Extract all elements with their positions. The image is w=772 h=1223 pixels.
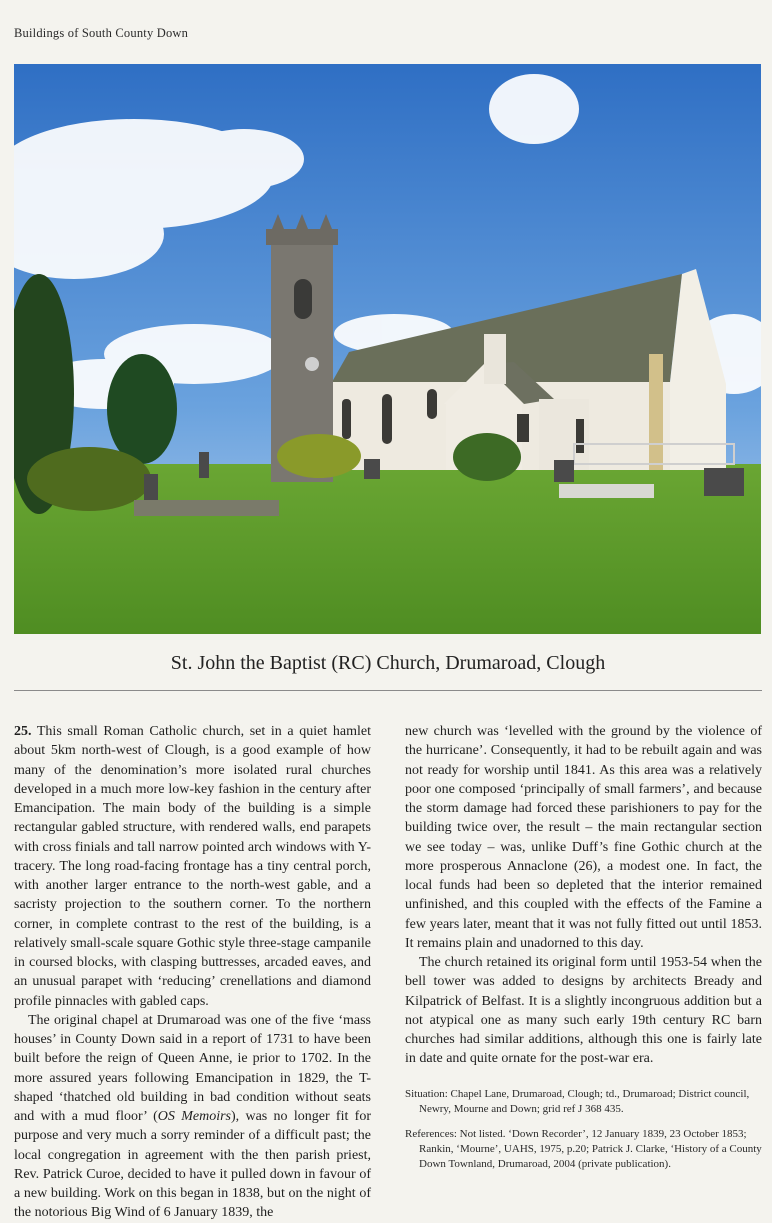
running-head: Buildings of South County Down [14,26,189,40]
situation-note [405,1087,762,1117]
paragraph [14,722,371,1011]
hedge [453,433,521,481]
references-note [405,1127,762,1172]
grave-slab [559,484,654,498]
photo-caption: St. John the Baptist (RC) Church, Drumaroad, Clough [170,652,606,674]
italic-source: OS Memoirs [157,1109,231,1124]
caption-rule [14,690,762,691]
right-column [405,722,762,1172]
left-column [14,722,371,1223]
paragraph [14,1011,371,1223]
church-photo-illustration [14,64,761,634]
grave-kerb [134,500,279,516]
entry-number: 25. [14,724,32,739]
hedge [277,434,361,478]
church-photograph [14,64,761,634]
paragraph-text: The original chapel at Drumaroad was one of the five ‘mass houses’ in County Down said in a report of 1731 to have been built before the reign of Queen Anne, ie prior to 1702. In the more assured years following Emancipation in 1829, the T-shaped ‘thatched old building in bad condition without seats and with a mud floor’ ( [14,1012,371,1124]
paragraph-text: ), was no longer fit for purpose and very much a sorry reminder of a difficult past; the local congregation in agreement with the then parish priest, Rev. Patrick Curoe, decided to have it pulled down in favour of a new building. Work on this began in 1838, but on the night of the notorious Big Wind of 6 January 1839, the [14,1109,371,1221]
references-text: References: Not listed. ‘Down Recorder’, 12 January 1839, 23 October 1853; Rankin, ‘Mourne’, UAHS, 1975, p.20; Patrick J. Clarke, ‘History of a County Down Townland, Drumaroad, 2004 (private publication). [405,1127,762,1170]
situation-text: Situation: Chapel Lane, Drumaroad, Clough; td., Drumaroad; District council, Newry, Mourne and Down; grid ref J 368 435. [405,1087,750,1115]
yew-tree [107,354,177,464]
hedge [27,447,151,511]
paragraph-text: This small Roman Catholic church, set in a quiet hamlet about 5km north-west of Clough, is a good example of how many of the denomination’s more isolated rural churches developed in a much more low-key fashion in the century after Emancipation. The main body of the building is a simple rectangular gabled structure, with rendered walls, end parapets with cross finials and tall narrow pointed arch windows with Y-tracery. The long road-facing frontage has a tiny central porch, with another larger entrance to the north-west gable, and a sacristy projection to the southern corner. To the northern corner, in complete contrast to the rest of the building, is a relatively small-scale square Gothic style three-stage campanile in coursed blocks, with clasping buttresses, arcaded eaves, and an unusual parapet with ‘reducing’ crenellations and diamond profile pinnacles with gabled caps. [14,724,371,1009]
paragraph: The church retained its original form until 1953-54 when the bell tower was added to designs by architects Bready and Kilpatrick of Belfast. It is a slightly incongruous addition but a not atypical one as many such early 19th century RC barn churches had similar additions, although this one is fairly late in date and quite ornate for the post-war era. [405,955,762,1067]
paragraph: new church was ‘levelled with the ground by the violence of the hurricane’. Consequently, it had to be rebuilt again and was not ready for worship until 1841. As this area was a relatively poor one composed ‘principally of small farmers’, and because the storm damage had forced these parishioners to pay for the building twice over, the result – the main rectangular section we see today – was, unlike Duff’s fine Gothic church at the more prosperous Annaclone (26), a modest one. In fact, the local funds had been so depleted that the interior remained unfinished, and this coupled with the effects of the Famine a few years later, meant that it was not fully fitted out until 1853. It remains plain and unadorned to this day. [405,724,762,951]
